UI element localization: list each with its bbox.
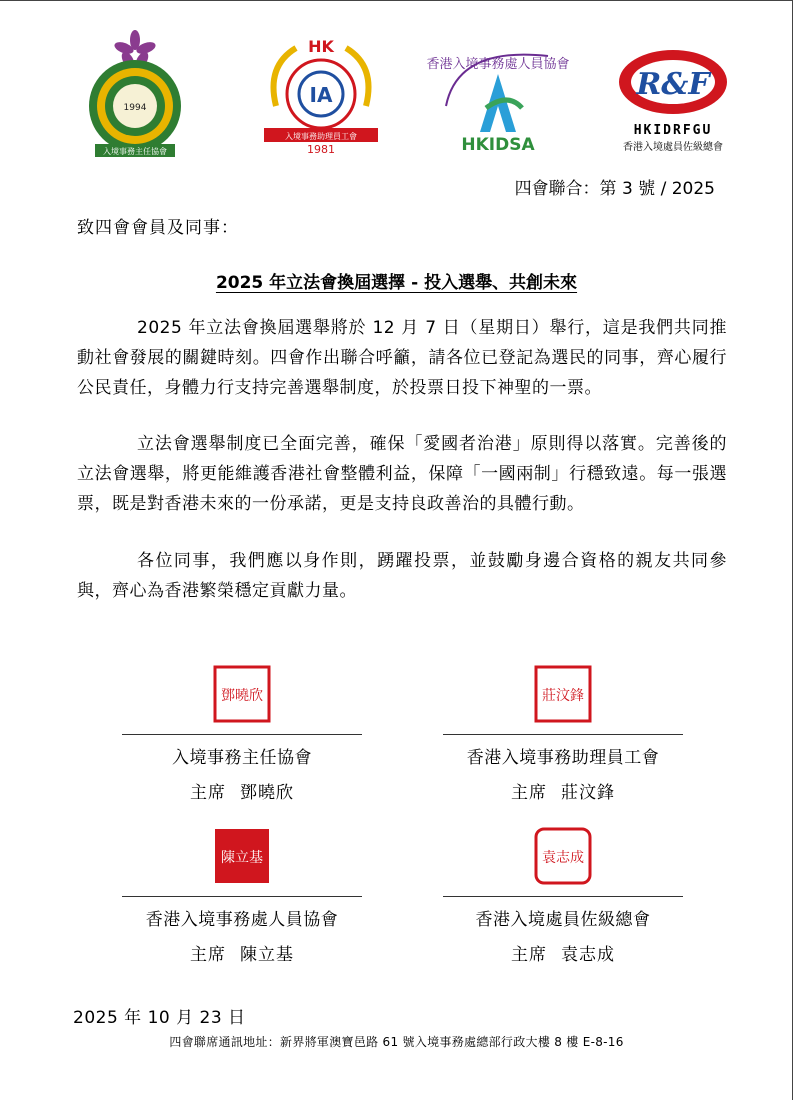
logo2-banner: 入境事務助理員工會 <box>285 132 357 141</box>
reference-number: 四會聯合：第 3 號 / 2025 <box>514 179 715 199</box>
svg-text:陳立基: 陳立基 <box>221 850 263 866</box>
seal-stamp <box>212 664 272 724</box>
page-border-top <box>0 0 793 1</box>
logo2-hk-text: HK <box>308 37 334 56</box>
signature-line <box>122 896 362 897</box>
logo3-name: 香港入境事務處人員協會 <box>426 57 570 72</box>
signature-line <box>443 734 683 735</box>
signature-block <box>122 826 362 965</box>
logo2-year: 1981 <box>307 143 335 156</box>
letter-date: 2025 年 10 月 23 日 <box>73 1008 246 1028</box>
organization-name: 香港入境事務處人員協會 <box>145 910 339 930</box>
immigration-officers-association-logo <box>80 28 190 160</box>
logo1-year: 1994 <box>123 103 147 113</box>
svg-text:鄧曉欣: 鄧曉欣 <box>221 688 263 704</box>
hk-immigration-assistants-union-logo <box>256 36 386 156</box>
logo4-abbr: HKIDRFGU <box>633 123 713 138</box>
chairperson: 主席 袁志成 <box>511 945 615 965</box>
mailing-address: 四會聯席通訊地址：新界將軍澳寶邑路 61 號入境事務處總部行政大樓 8 樓 E-8-16 <box>169 1035 624 1049</box>
signature-block <box>443 826 683 965</box>
seal-stamp <box>533 826 593 886</box>
paragraph-2: 立法會選舉制度已全面完善，確保「愛國者治港」原則得以落實。完善後的立法會選舉，將更能維護香港社會整體利益，保障「一國兩制」行穩致遠。每一張選票，既是對香港未來的一份承諾，更是支持良政善治的具體行動。 <box>77 434 727 514</box>
chairperson: 主席 莊汶鋒 <box>511 783 615 803</box>
seal-stamp <box>212 826 272 886</box>
chairperson: 主席 陳立基 <box>190 945 294 965</box>
hkidsa-logo <box>426 36 570 156</box>
organization-name: 香港入境事務助理員工會 <box>466 748 660 768</box>
svg-text:IA: IA <box>309 83 333 107</box>
seal-stamp <box>533 664 593 724</box>
signature-block <box>443 664 683 803</box>
logo4-mark: R&F <box>636 67 710 102</box>
letter-heading: 2025 年立法會換屆選擇 - 投入選舉、共創未來 <box>215 273 578 293</box>
chairperson: 主席 鄧曉欣 <box>190 783 294 803</box>
hkidrfgu-logo <box>608 46 738 156</box>
paragraph-3: 各位同事，我們應以身作則，踴躍投票，並鼓勵身邊合資格的親友共同參與，齊心為香港繁榮穩定貢獻力量。 <box>77 551 727 601</box>
signature-block <box>122 664 362 803</box>
salutation: 致四會會員及同事： <box>77 218 239 238</box>
paragraph-1: 2025 年立法會換屆選舉將於 12 月 7 日（星期日）舉行，這是我們共同推動社會發展的關鍵時刻。四會作出聯合呼籲，請各位已登記為選民的同事，齊心履行公民責任，身體力行支持完善選舉制度，於投票日投下神聖的一票。 <box>77 318 727 398</box>
organization-name: 香港入境處員佐級總會 <box>475 910 651 930</box>
svg-text:莊汶鋒: 莊汶鋒 <box>542 688 584 704</box>
logo1-caption: 入境事務主任協會 <box>103 147 167 156</box>
svg-text:袁志成: 袁志成 <box>542 850 584 866</box>
organization-name: 入境事務主任協會 <box>172 748 312 768</box>
logo3-abbr: HKIDSA <box>461 135 535 155</box>
signature-line <box>122 734 362 735</box>
signature-line <box>443 896 683 897</box>
logo4-caption: 香港入境處員佐級總會 <box>623 142 723 153</box>
